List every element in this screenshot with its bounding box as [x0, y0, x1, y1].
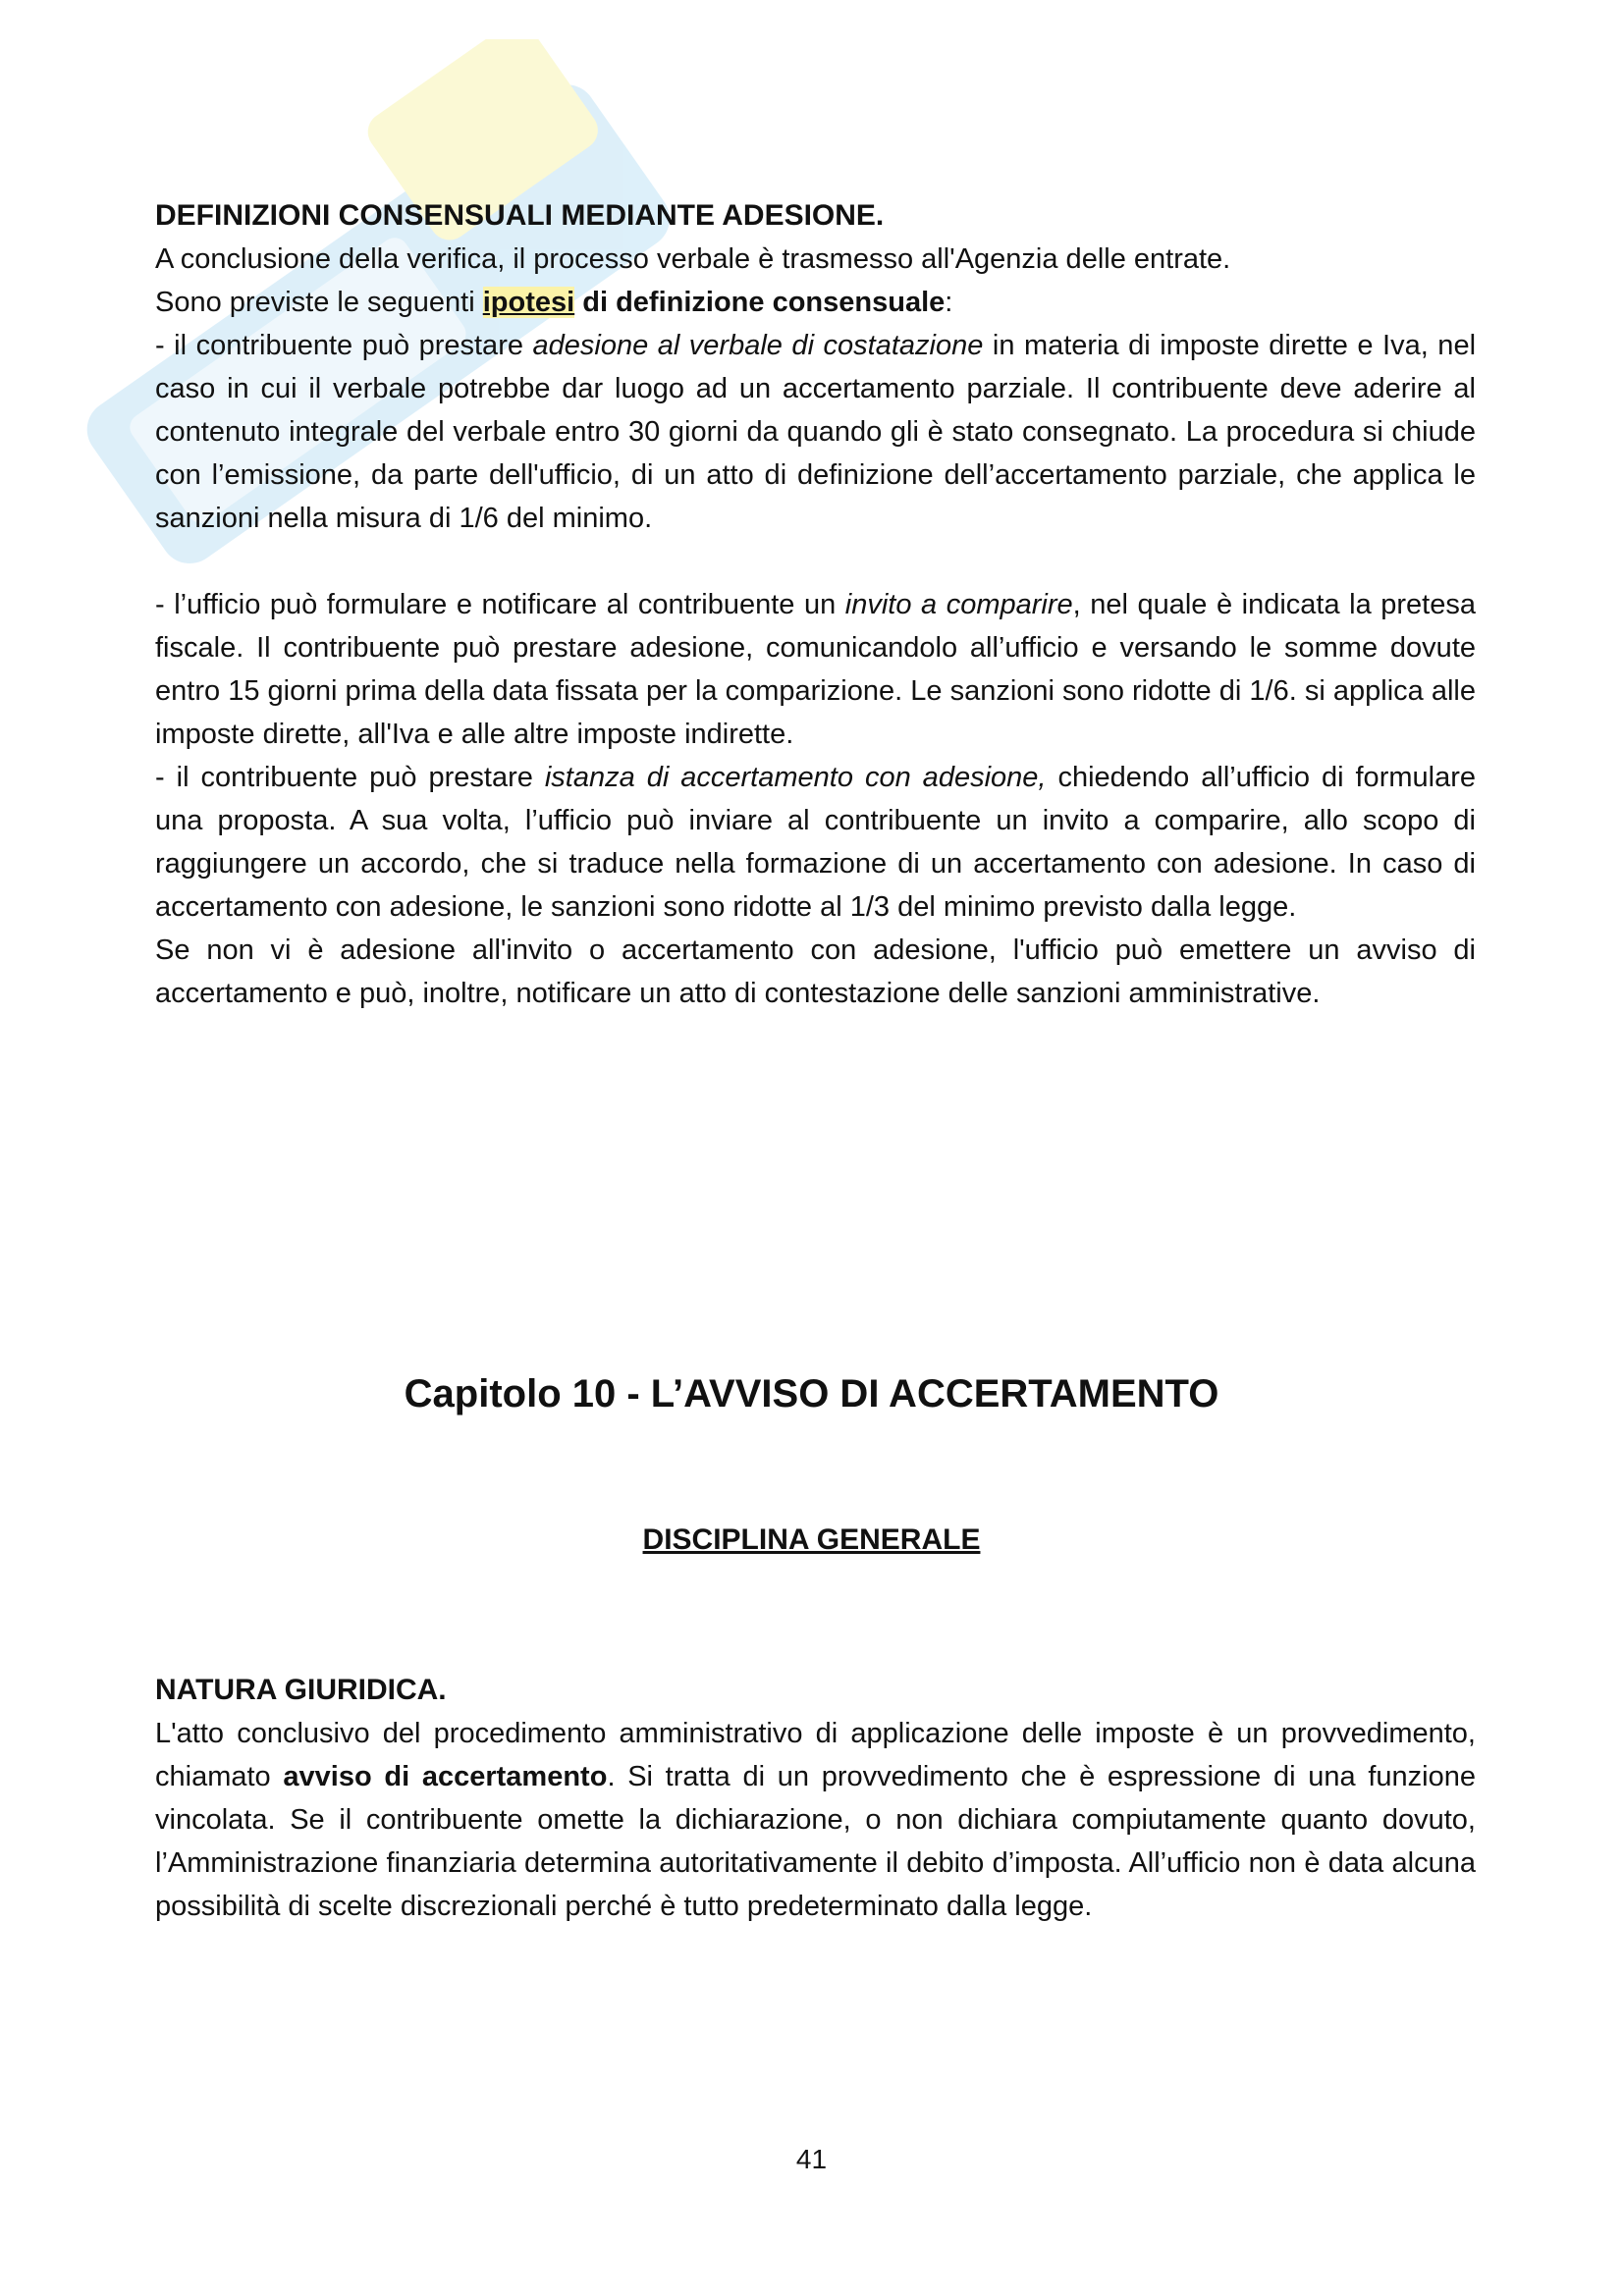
- definizione-term: di definizione consensuale: [574, 287, 946, 318]
- list-item-adesione-verbale: [155, 324, 1476, 540]
- item3-emphasis: istanza di accertamento con adesione,: [544, 762, 1047, 793]
- ipotesi-colon: :: [945, 287, 953, 318]
- item1-pre: - il contribuente può prestare: [155, 330, 533, 361]
- item1-emphasis: adesione al verbale di costatazione: [532, 330, 984, 361]
- item3-post: chiedendo all’ufficio di formulare una proposta. A sua volta, l’ufficio può inviare al contribuente un invito a comparire, allo scopo di raggiungere un accordo, che si traduce nella formazione di un accertamento con adesione. In caso di accertamento con adesione, le sanzioni sono ridotte al 1/3 del minimo previsto dalla legge.: [155, 762, 1476, 923]
- paragraph-closing: Se non vi è adesione all'invito o accertamento con adesione, l'ufficio può emettere un avviso di accertamento e può, inoltre, notificare un atto di contestazione delle sanzioni amministrative.: [155, 934, 1476, 1009]
- chapter-title: Capitolo 10 - L’AVVISO DI ACCERTAMENTO: [404, 1372, 1219, 1415]
- natura-post: . Si tratta di un provvedimento che è espressione di una funzione vincolata. Se il contribuente omette la dichiarazione, o non dichiara compiutamente quanto dovuto, l’Amministrazione finanziaria determina autoritativamente il debito d’imposta. All’ufficio non è data alcuna possibilità di scelte discrezionali perché è tutto predeterminato dalla legge.: [155, 1761, 1476, 1922]
- ipotesi-lead-text: Sono previste le seguenti: [155, 287, 483, 318]
- ipotesi-term: ipotesi: [482, 287, 575, 318]
- paragraph-natura: [155, 1712, 1476, 1928]
- item2-emphasis: invito a comparire: [844, 589, 1073, 620]
- item1-post: in materia di imposte dirette e Iva, nel caso in cui il verbale potrebbe dar luogo ad un accertamento parziale. Il contribuente deve aderire al contenuto integrale del verbale entro 30 giorni da quando gli è stato consegnato. La procedura si chiude con l’emissione, da parte dell'ufficio, di un atto di definizione dell’accertamento parziale, che applica le sanzioni nella misura di 1/6 del minimo.: [155, 330, 1477, 534]
- item2-post: , nel quale è indicata la pretesa fiscale. Il contribuente può prestare adesione, comunicandolo all’ufficio e versando le somme dovute entro 15 giorni prima della data fissata per la comparizione. Le sanzioni sono ridotte di 1/6. si applica alle imposte dirette, all'Iva e alle altre imposte indirette.: [155, 589, 1476, 750]
- natura-pre: L'atto conclusivo del procedimento amministrativo di applicazione delle imposte è un provvedimento, chiamato: [155, 1718, 1476, 1792]
- section-natura-giuridica: [155, 1669, 1476, 1928]
- paragraph-intro: A conclusione della verifica, il processo verbale è trasmesso all'Agenzia delle entrate.: [155, 243, 1231, 275]
- natura-bold-term: avviso di accertamento: [283, 1761, 608, 1792]
- section-definizioni: [155, 194, 1476, 1015]
- list-item-invito-comparire: [155, 583, 1476, 756]
- paragraph-ipotesi: [155, 281, 1476, 324]
- item3-pre: - il contribuente può prestare: [155, 762, 545, 793]
- chapter-subtitle: DISCIPLINA GENERALE: [642, 1523, 981, 1556]
- list-item-istanza-accertamento: [155, 756, 1476, 929]
- section-heading-natura: NATURA GIURIDICA.: [155, 1674, 447, 1706]
- page-number: 41: [795, 2144, 828, 2174]
- section-heading-definizioni: DEFINIZIONI CONSENSUALI MEDIANTE ADESIONE.: [155, 199, 885, 232]
- item2-pre: - l’ufficio può formulare e notificare al contribuente un: [155, 589, 845, 620]
